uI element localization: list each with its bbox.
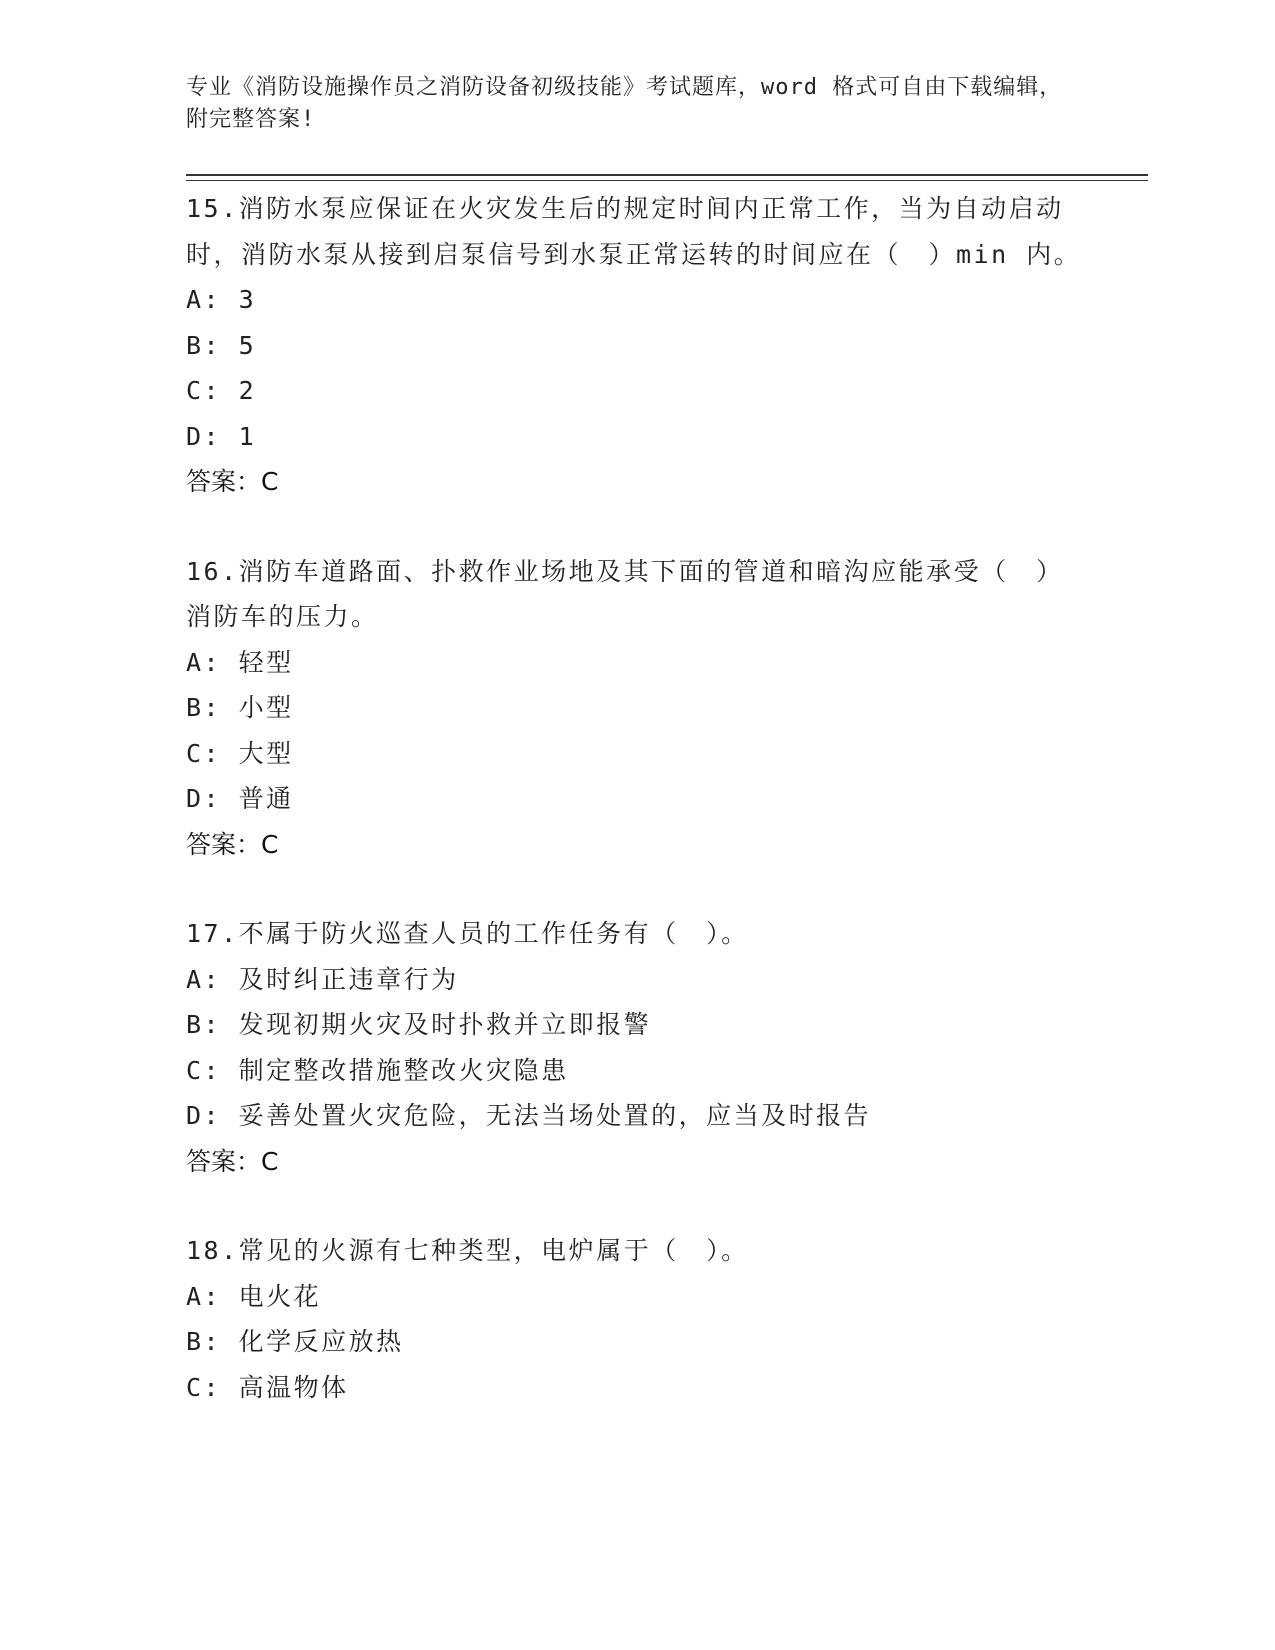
question-text: 15.消防水泵应保证在火灾发生后的规定时间内正常工作，当为自动启动时，消防水泵从接到启泵信号到水泵正常运转的时间应在（ ）min 内。 xyxy=(186,194,1082,269)
option-a: A: 电火花 xyxy=(186,1281,322,1311)
answer: 答案：C xyxy=(186,467,279,496)
header-rule-thick xyxy=(186,174,1148,176)
header-rule-thin xyxy=(186,180,1148,181)
option-a: A: 3 xyxy=(186,285,257,314)
question-15 xyxy=(186,186,1086,505)
option-a: A: 及时纠正违章行为 xyxy=(186,964,459,994)
option-c: C: 高温物体 xyxy=(186,1372,349,1402)
question-17 xyxy=(186,911,1086,1184)
question-list xyxy=(186,186,1086,1454)
answer: 答案：C xyxy=(186,1146,279,1176)
option-b: B: 发现初期火灾及时扑救并立即报警 xyxy=(186,1010,652,1039)
option-a: A: 轻型 xyxy=(186,647,294,677)
option-c: C: 制定整改措施整改火灾隐患 xyxy=(186,1055,569,1085)
option-c: C: 大型 xyxy=(186,738,294,768)
question-text: 18.常见的火源有七种类型，电炉属于（ ）。 xyxy=(186,1236,749,1265)
option-b: B: 5 xyxy=(186,330,257,360)
question-16 xyxy=(186,549,1086,868)
option-d: D: 1 xyxy=(186,421,257,451)
answer: 答案：C xyxy=(186,829,279,859)
option-d: D: 普通 xyxy=(186,784,294,813)
question-text: 17.不属于防火巡查人员的工作任务有（ ）。 xyxy=(186,919,749,948)
option-c: C: 2 xyxy=(186,376,257,405)
option-b: B: 小型 xyxy=(186,693,294,722)
option-b: B: 化学反应放热 xyxy=(186,1327,404,1356)
document-header: 专业《消防设施操作员之消防设备初级技能》考试题库，word 格式可自由下载编辑，附完整答案! xyxy=(186,75,1063,132)
question-18 xyxy=(186,1228,1086,1410)
option-d: D: 妥善处置火灾危险，无法当场处置的，应当及时报告 xyxy=(186,1101,872,1130)
question-text: 16.消防车道路面、扑救作业场地及其下面的管道和暗沟应能承受（ ）消防车的压力。 xyxy=(186,556,1064,631)
